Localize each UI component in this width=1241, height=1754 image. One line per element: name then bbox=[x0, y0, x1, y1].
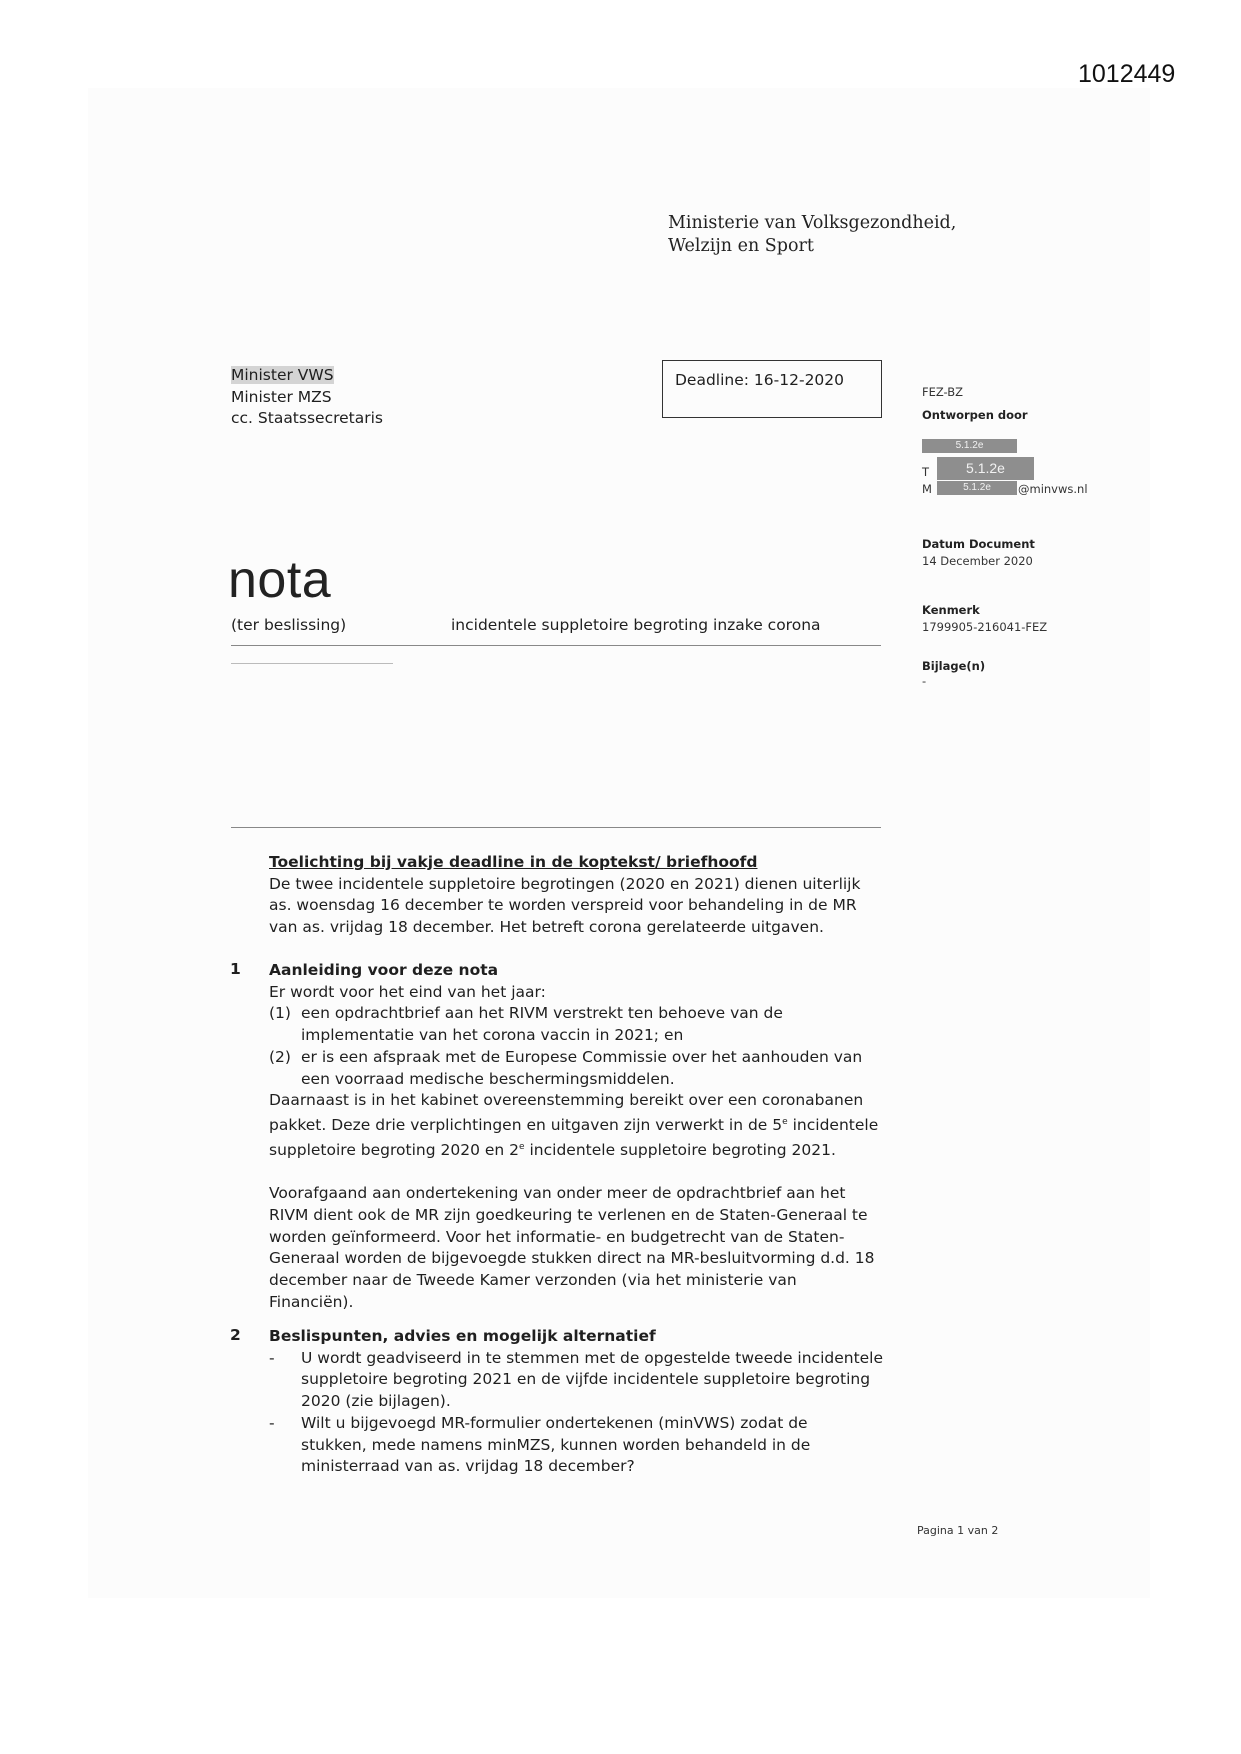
recipients bbox=[231, 365, 383, 430]
mobile-prefix: M bbox=[922, 482, 932, 496]
bullet-line: Wilt u bijgevoegd MR-formulier ondertekenen (minVWS) zodat de bbox=[301, 1413, 808, 1432]
section-1-heading: Aanleiding voor deze nota bbox=[269, 961, 499, 979]
para2-line: worden geïnformeerd. Voor het informatie- en budgetrecht van de Staten- bbox=[269, 1227, 845, 1246]
list-item-line: implementatie van het corona vaccin in 2021; en bbox=[301, 1026, 684, 1045]
bullet-label: - bbox=[269, 1348, 275, 1367]
bullet-label: - bbox=[269, 1413, 275, 1432]
section-2-heading: Beslispunten, advies en mogelijk alternatief bbox=[269, 1327, 656, 1345]
bullet-item bbox=[269, 1413, 909, 1478]
bullet-item bbox=[269, 1348, 909, 1413]
recipient-2: Minister MZS bbox=[231, 387, 332, 406]
ref-value: 1799905-216041-FEZ bbox=[922, 620, 1048, 634]
intro-line: van as. vrijdag 18 december. Het betreft corona gerelateerde uitgaven. bbox=[269, 918, 824, 937]
intro-heading: Toelichting bij vakje deadline in de koptekst/ briefhoofd bbox=[269, 853, 758, 871]
ref-label: Kenmerk bbox=[922, 603, 980, 617]
redaction-name: 5.1.2e bbox=[922, 439, 1017, 453]
short-rule bbox=[231, 663, 393, 664]
intro-line: De twee incidentele suppletoire begrotingen (2020 en 2021) dienen uiterlijk bbox=[269, 874, 861, 893]
para1-line: pakket. Deze drie verplichtingen en uitgaven zijn verwerkt in de 5e incidentele bbox=[269, 1116, 879, 1135]
list-item bbox=[269, 1047, 909, 1090]
para1-line: suppletoire begroting 2020 en 2e incidentele suppletoire begroting 2021. bbox=[269, 1140, 836, 1159]
body-rule bbox=[231, 827, 881, 828]
sidebar-drafted-label: Ontworpen door bbox=[922, 408, 1028, 422]
bullet-line: U wordt geadviseerd in te stemmen met de opgestelde tweede incidentele bbox=[301, 1348, 884, 1367]
section-2 bbox=[269, 1326, 909, 1478]
section-1 bbox=[269, 960, 909, 1314]
date-label: Datum Document bbox=[922, 537, 1035, 551]
page-footer: Pagina 1 van 2 bbox=[917, 1524, 999, 1537]
ministry-logo-text bbox=[668, 212, 956, 258]
bullet-line: ministerraad van as. vrijdag 18 december? bbox=[301, 1457, 635, 1476]
intro-block bbox=[269, 852, 909, 939]
para1-line: Daarnaast is in het kabinet overeenstemming bereikt over een coronabanen bbox=[269, 1091, 864, 1110]
subtitle-type: (ter beslissing) bbox=[231, 616, 347, 634]
phone-prefix: T bbox=[922, 465, 930, 479]
sidebar-dept: FEZ-BZ bbox=[922, 385, 964, 399]
para2-line: Generaal worden de bijgevoegde stukken direct na MR-besluitvorming d.d. 18 bbox=[269, 1249, 875, 1268]
deadline-box: Deadline: 16-12-2020 bbox=[662, 360, 882, 418]
ministry-line-1: Ministerie van Volksgezondheid, bbox=[668, 213, 957, 233]
intro-line: as. woensdag 16 december te worden verspreid voor behandeling in de MR bbox=[269, 896, 857, 915]
list-item-line: een opdrachtbrief aan het RIVM verstrekt ten behoeve van de bbox=[301, 1004, 783, 1023]
title-rule bbox=[231, 645, 881, 646]
document-id: 1012449 bbox=[1078, 60, 1176, 88]
section-2-number: 2 bbox=[230, 1326, 241, 1344]
list-item-line: er is een afspraak met de Europese Commissie over het aanhouden van bbox=[301, 1047, 863, 1066]
list-item-line: een voorraad medische beschermingsmiddelen. bbox=[301, 1069, 675, 1088]
ministry-line-2: Welzijn en Sport bbox=[668, 236, 814, 256]
subtitle-topic: incidentele suppletoire begroting inzake corona bbox=[451, 616, 821, 634]
bullet-line: 2020 (zie bijlagen). bbox=[301, 1392, 451, 1411]
para2-line: RIVM dient ook de MR zijn goedkeuring te verlenen en de Staten-Generaal te bbox=[269, 1206, 868, 1225]
doc-type-title: nota bbox=[228, 551, 332, 609]
para2-line: Voorafgaand aan ondertekening van onder meer de opdrachtbrief aan het bbox=[269, 1184, 846, 1203]
recipient-1: Minister VWS bbox=[231, 366, 334, 384]
redaction-mobile: 5.1.2e bbox=[937, 481, 1017, 495]
section-1-lead: Er wordt voor het eind van het jaar: bbox=[269, 982, 546, 1001]
section-1-number: 1 bbox=[230, 960, 241, 978]
bullet-line: suppletoire begroting 2021 en de vijfde incidentele suppletoire begroting bbox=[301, 1370, 871, 1389]
attach-value: - bbox=[922, 674, 927, 688]
para2-line: december naar de Tweede Kamer verzonden (via het ministerie van bbox=[269, 1271, 797, 1290]
list-item bbox=[269, 1003, 909, 1046]
list-item-label: (2) bbox=[269, 1047, 291, 1066]
date-value: 14 December 2020 bbox=[922, 554, 1033, 568]
email-suffix: @minvws.nl bbox=[1018, 482, 1088, 496]
bullet-line: stukken, mede namens minMZS, kunnen worden behandeld in de bbox=[301, 1435, 811, 1454]
recipient-3: cc. Staatssecretaris bbox=[231, 409, 383, 427]
attach-label: Bijlage(n) bbox=[922, 659, 986, 673]
redaction-phone: 5.1.2e bbox=[937, 457, 1034, 480]
para2-line: Financiën). bbox=[269, 1292, 354, 1311]
list-item-label: (1) bbox=[269, 1004, 291, 1023]
